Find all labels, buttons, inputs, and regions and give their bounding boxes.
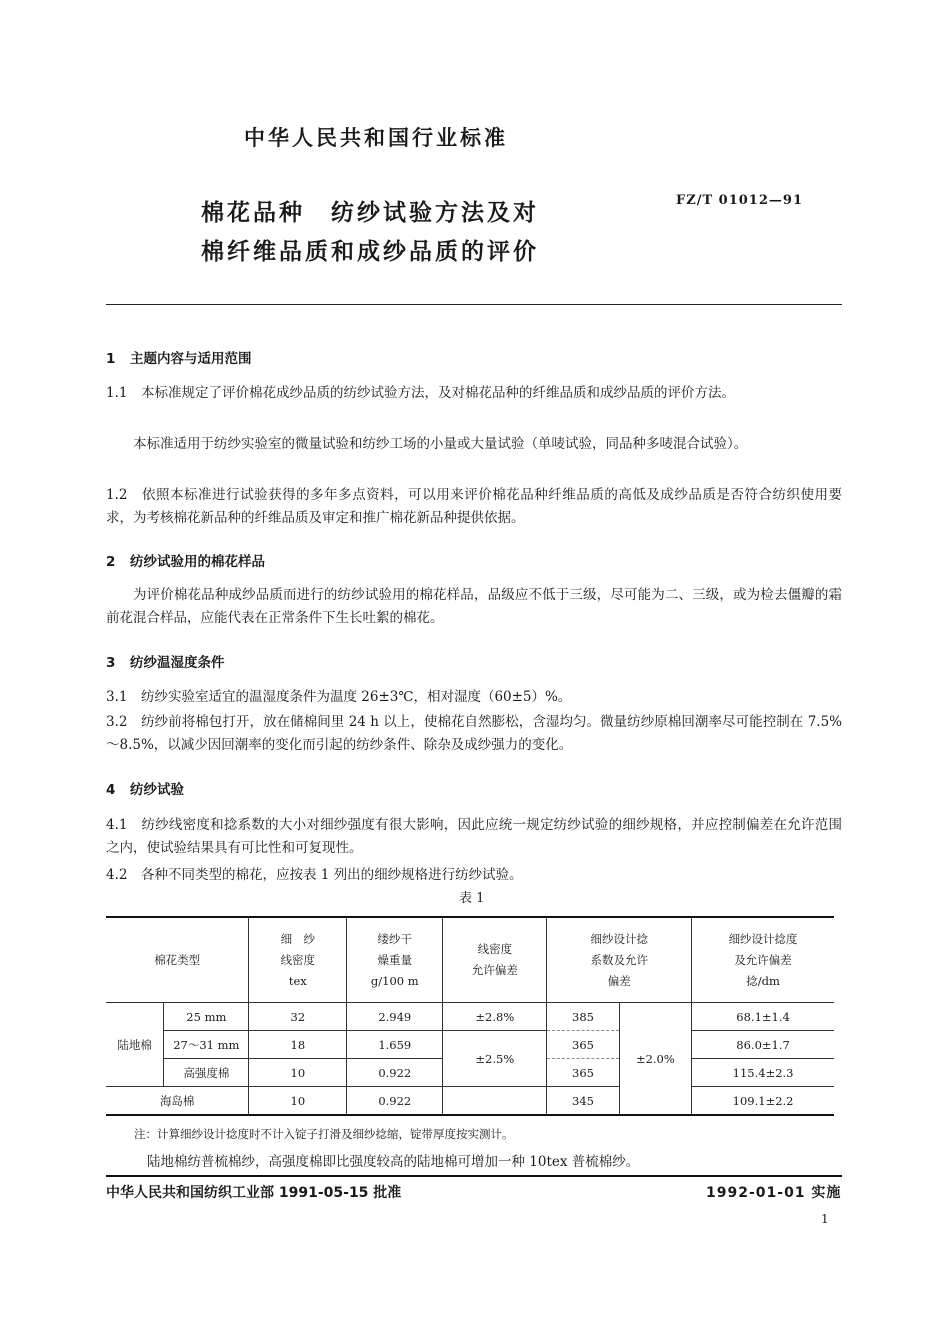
section-3-title: 纺纱温湿度条件 [130, 655, 225, 671]
group-upland-cotton: 陆地棉 [106, 1003, 164, 1087]
header-cotton-type: 棉花类型 [106, 917, 249, 1003]
row-twist: 115.4±2.3 [692, 1059, 834, 1087]
paragraph-after-table: 陆地棉纺普梳棉纱，高强度棉即比强度较高的陆地棉可增加一种 10tex 普梳棉纱。 [147, 1154, 640, 1170]
paragraph-3-1: 3.1 纺纱实验室适宜的温湿度条件为温度 26±3℃，相对湿度（60±5）%。 [106, 689, 572, 705]
table-row [106, 1003, 834, 1031]
doc-title-line2: 棉纤维品质和成纱品质的评价 [201, 239, 539, 265]
row-weight: 0.922 [347, 1059, 443, 1087]
section-4-number: 4 [106, 782, 116, 798]
section-3-heading [106, 651, 225, 671]
header-twist-factor: 细纱设计捻 系数及允许 偏差 [547, 917, 692, 1003]
section-3-number: 3 [106, 655, 116, 671]
table-row [106, 1031, 834, 1059]
paragraph-3-2: 3.2 纺纱前将棉包打开，放在储棉间里 24 h 以上，使棉花自然膨松，含湿均匀。微量纺纱原棉回潮率尽可能控制在 7.5%～8.5%，以减少因回潮率的变化而引起的纺纱条件、除杂及成纱强力的变化。 [106, 714, 842, 753]
shared-deviation: ±2.5% [443, 1031, 547, 1087]
doc-title-line1: 棉花品种 纺纱试验方法及对 [201, 200, 539, 226]
title-divider [106, 304, 842, 305]
row-twist: 68.1±1.4 [692, 1003, 834, 1031]
effective-date: 1992-01-01 实施 [706, 1185, 842, 1201]
paragraph-1-2: 1.2 依照本标准进行试验获得的多年多点资料，可以用来评价棉花品种纤维品质的高低及成纱品质是否符合纺织使用要求，为考核棉花新品种的纤维品质及审定和推广棉花新品种提供依据。 [106, 487, 842, 526]
paragraph-4-1: 4.1 纺纱线密度和捻系数的大小对细纱强度有很大影响，因此应统一规定纺纱试验的细纱规格，并应控制偏差在允许范围之内，使试验结果具有可比性和可复现性。 [106, 817, 842, 856]
section-2-heading [106, 550, 265, 570]
row-weight: 0.922 [347, 1087, 443, 1116]
row-weight: 2.949 [347, 1003, 443, 1031]
table-caption: 表 1 [459, 891, 485, 906]
row-sub-type: 25 mm [164, 1003, 249, 1031]
paragraph-2: 为评价棉花品种成纱品质而进行的纺纱试验用的棉花样品，品级应不低于三级，尽可能为二、三级，或为检去僵瓣的霜前花混合样品，应能代表在正常条件下生长吐絮的棉花。 [106, 587, 842, 626]
twist-factor-deviation: ±2.0% [619, 1003, 692, 1116]
row-deviation: ±2.8% [443, 1003, 547, 1031]
row-tex: 18 [249, 1031, 347, 1059]
header-density-deviation: 线密度 允许偏差 [443, 917, 547, 1003]
section-4-heading [106, 778, 184, 798]
row-weight: 1.659 [347, 1031, 443, 1059]
row-sub-type: 27～31 mm [164, 1031, 249, 1059]
section-2-title: 纺纱试验用的棉花样品 [130, 554, 265, 570]
header-skein-weight: 缕纱干 燥重量 g/100 m [347, 917, 443, 1003]
table-header-row [106, 917, 834, 1003]
spec-table [106, 916, 834, 1116]
row-tex: 32 [249, 1003, 347, 1031]
table-note: 注：计算细纱设计捻度时不计入锭子打滑及细纱捻缩，锭带厚度按实测计。 [134, 1127, 514, 1141]
section-2-number: 2 [106, 554, 116, 570]
row-twist-factor: 385 [547, 1003, 619, 1031]
footer-divider [106, 1175, 842, 1177]
row-twist: 86.0±1.7 [692, 1031, 834, 1059]
row-twist: 109.1±2.2 [692, 1087, 834, 1116]
section-4-title: 纺纱试验 [130, 782, 184, 798]
row-tex: 10 [249, 1059, 347, 1087]
row-twist-factor: 345 [547, 1087, 619, 1116]
header-twist: 细纱设计捻度 及允许偏差 捻/dm [692, 917, 834, 1003]
section-1-title: 主题内容与适用范围 [130, 351, 252, 367]
approval-line: 中华人民共和国纺织工业部 1991-05-15 批准 [106, 1185, 402, 1201]
row-twist-factor: 365 [547, 1031, 619, 1059]
paragraph-4-2: 4.2 各种不同类型的棉花，应按表 1 列出的细纱规格进行纺纱试验。 [106, 867, 523, 883]
paragraph-1-1: 1.1 本标准规定了评价棉花成纱品质的纺纱试验方法，及对棉花品种的纤维品质和成纱品质的评价方法。 [106, 385, 735, 401]
page-number: 1 [821, 1212, 829, 1226]
row-sub-type: 高强度棉 [164, 1059, 249, 1087]
standard-header: 中华人民共和国行业标准 [244, 126, 508, 150]
section-1-number: 1 [106, 351, 116, 367]
header-density: 细 纱 线密度 tex [249, 917, 347, 1003]
row-twist-factor: 365 [547, 1059, 619, 1087]
row-tex: 10 [249, 1087, 347, 1116]
row-sub-type: 海岛棉 [106, 1087, 249, 1116]
standard-code: FZ/T 01012—91 [676, 193, 803, 208]
row-deviation-empty [443, 1087, 547, 1116]
paragraph-1-1b: 本标准适用于纺纱实验室的微量试验和纺纱工场的小量或大量试验（单唛试验，同品种多唛混合试验）。 [133, 436, 748, 452]
table-row [106, 1087, 834, 1116]
section-1-heading [106, 347, 252, 367]
